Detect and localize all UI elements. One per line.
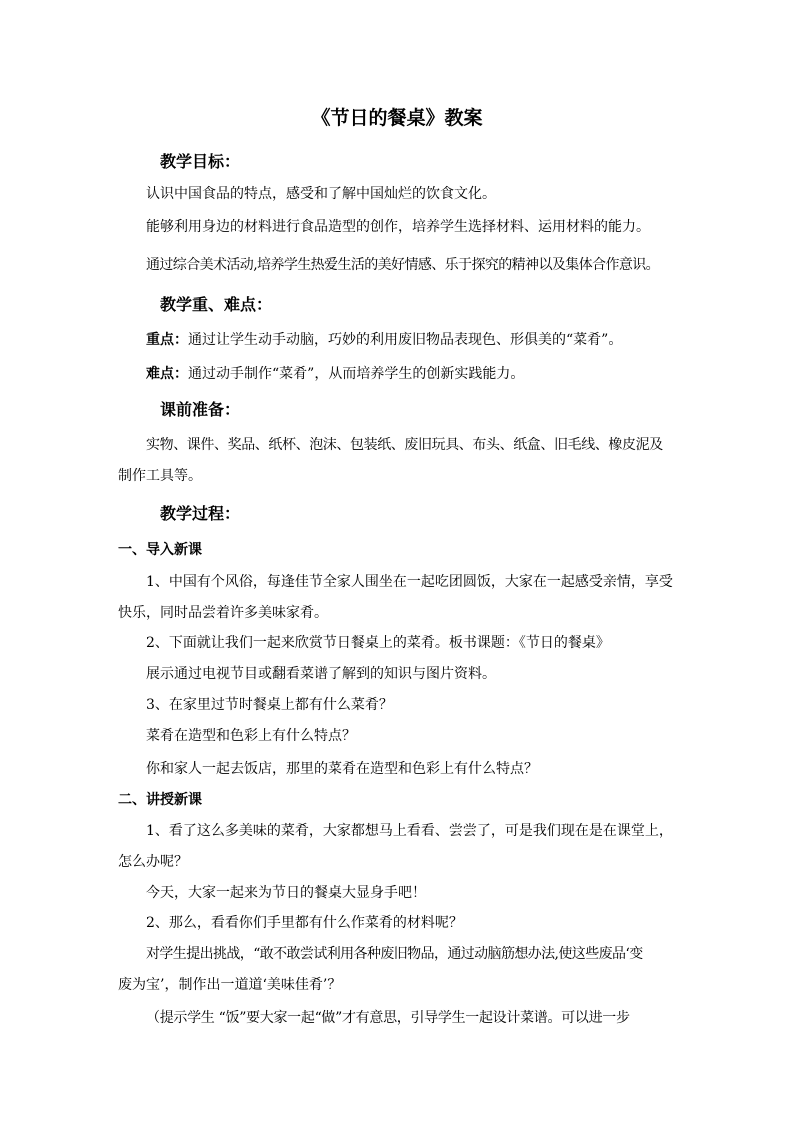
key-point-label: 重点：	[146, 332, 188, 348]
process-line: （提示学生 “饭”要大家一起“做”才有意思，引导学生一起设计菜谱。可以进一步	[146, 1010, 630, 1026]
preparation-heading: 课前准备：	[160, 400, 241, 419]
process-heading: 教学过程：	[160, 504, 241, 523]
difficult-point-text: 通过动手制作“菜肴”，从而培养学生的创新实践能力。	[188, 366, 525, 382]
process-line: 今天，大家一起来为节日的餐桌大显身手吧！	[146, 885, 426, 901]
goal-line: 能够利用身边的材料进行食品造型的创作，培养学生选择材料、运用材料的能力。	[146, 219, 650, 235]
preparation-line: 制作工具等。	[118, 468, 202, 484]
process-line: 对学生提出挑战，“敢不敢尝试利用各种废旧物品，通过动脑筋想办法,使这些废品‘变	[146, 946, 643, 962]
process-line: 怎么办呢？	[118, 854, 188, 870]
process-line: 3、在家里过节时餐桌上都有什么菜肴？	[146, 697, 393, 713]
process-line: 你和家人一起去饭店，那里的菜肴在造型和色彩上有什么特点？	[146, 761, 538, 777]
process-line: 快乐，同时品尝着许多美味家肴。	[118, 605, 328, 621]
preparation-line: 实物、课件、奖品、纸杯、泡沫、包装纸、废旧玩具、布头、纸盒、旧毛线、橡皮泥及	[146, 437, 663, 453]
goal-line: 通过综合美术活动,培养学生热爱生活的美好情感、乐于探究的精神以及集体合作意识。	[146, 257, 660, 273]
key-point-line	[146, 331, 622, 349]
process-line: 1、中国有个风俗，每逢佳节全家人围坐在一起吃团圆饭，大家在一起感受亲情，享受	[146, 574, 673, 590]
process-line: 2、那么，看看你们手里都有什么作菜肴的材料呢？	[146, 915, 463, 931]
goal-line: 认识中国食品的特点，感受和了解中国灿烂的饮食文化。	[146, 186, 496, 202]
process-line: 1、看了这么多美味的菜肴，大家都想马上看看、尝尝了，可是我们现在是在课堂上，	[146, 823, 673, 839]
section-heading: 二、讲授新课	[118, 792, 202, 808]
difficult-point-label: 难点：	[146, 366, 188, 382]
document-title: 《节日的餐桌》教案	[311, 107, 483, 129]
process-line: 2、下面就让我们一起来欣赏节日餐桌上的菜肴。板书课题：《节日的餐桌》	[146, 635, 610, 651]
key-point-text: 通过让学生动手动脑，巧妙的利用废旧物品表现色、形俱美的“菜肴”。	[188, 332, 623, 348]
difficult-point-line	[146, 365, 524, 383]
process-line: 菜肴在造型和色彩上有什么特点？	[146, 728, 356, 744]
process-line: 废为宝’，制作出一道道‘美味佳肴’？	[118, 977, 342, 993]
process-line: 展示通过电视节目或翻看菜谱了解到的知识与图片资料。	[146, 666, 496, 682]
key-points-heading: 教学重、难点：	[160, 295, 273, 314]
section-heading: 一、导入新课	[118, 542, 202, 558]
goals-heading: 教学目标：	[160, 152, 241, 171]
